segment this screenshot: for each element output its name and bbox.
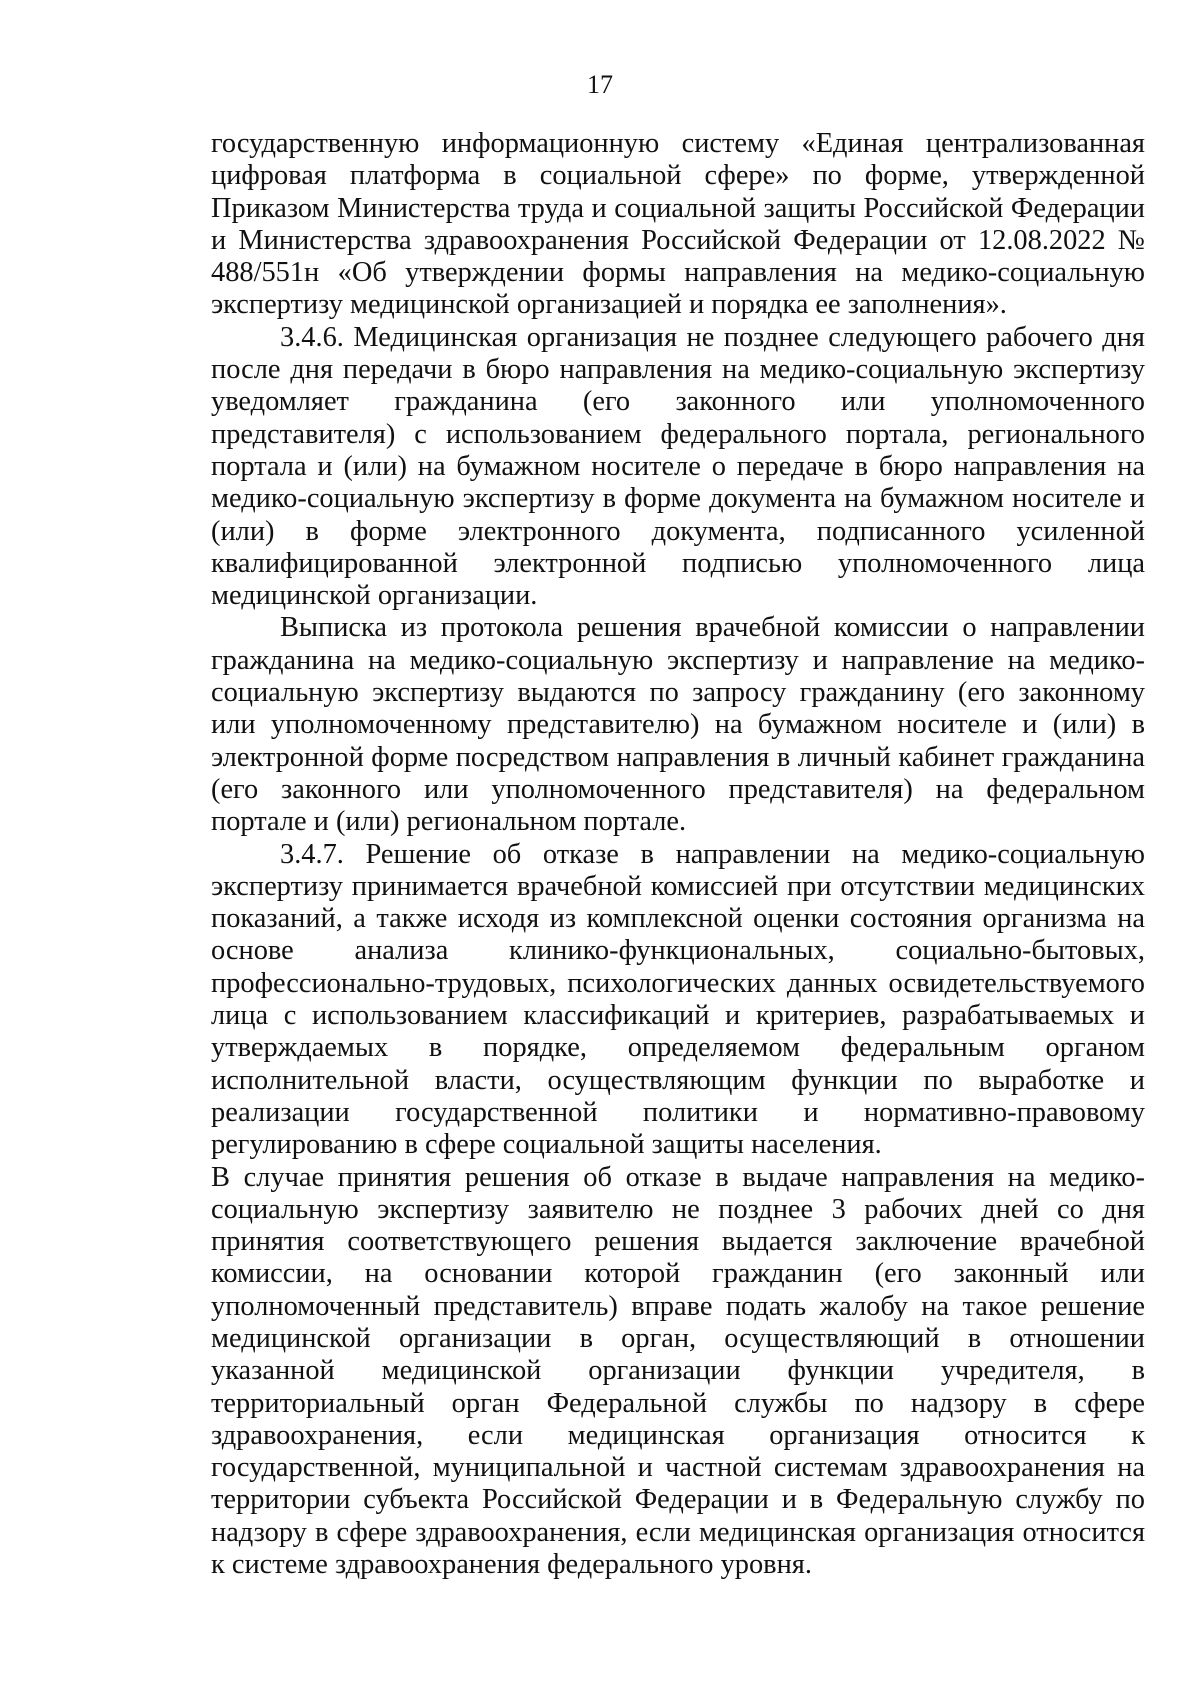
paragraph-extract: Выписка из протокола решения врачебной комиссии о направлении гражданина на медико-социальную экспертизу и направление на медико-социальную экспертизу выдаются по запросу гражданину (его законному или уполномоченному представителю) на бумажном носителе и (или) в электронной форме посредством направления в личный кабинет гражданина (его законного или уполномоченного представителя) на федеральном портале и (или) региональном портале. [211,612,1145,838]
paragraph-refusal: В случае принятия решения об отказе в выдаче направления на медико-социальную экспертизу заявителю не позднее 3 рабочих дней со дня принятия соответствующего решения выдается заключение врачебной комиссии, на основании которой гражданин (его законный или уполномоченный представитель) вправе подать жалобу на такое решение медицинской организации в орган, осуществляющий в отношении указанной медицинской организации функции учредителя, в территориальный орган Федеральной службы по надзору в сфере здравоохранения, если медицинская организация относится к государственной, муниципальной и частной системам здравоохранения на территории субъекта Российской Федерации и в Федеральную службу по надзору в сфере здравоохранения, если медицинская организация относится к системе здравоохранения федерального уровня. [211,1161,1145,1581]
paragraph-continuation: государственную информационную систему «Единая централизованная цифровая платформа в социальной сфере» по форме, утвержденной Приказом Министерства труда и социальной защиты Российской Федерации и Министерства здравоохранения Российской Федерации от 12.08.2022 № 488/551н «Об утверждении формы направления на медико-социальную экспертизу медицинской организацией и порядка ее заполнения». [211,128,1145,321]
paragraph-clause-3-4-7: 3.4.7. Решение об отказе в направлении на медико-социальную экспертизу принимается врачебной комиссией при отсутствии медицинских показаний, а также исходя из комплексной оценки состояния организма на основе анализа клинико-функциональных, социально-бытовых, профессионально-трудовых, психологических данных освидетельствуемого лица с использованием классификаций и критериев, разрабатываемых и утверждаемых в порядке, определяемом федеральным органом исполнительной власти, осуществляющим функции по выработке и реализации государственной политики и нормативно-правовому регулированию в сфере социальной защиты населения. [211,838,1145,1161]
page-number: 17 [587,70,613,99]
paragraph-clause-3-4-6: 3.4.6. Медицинская организация не позднее следующего рабочего дня после дня передачи в бюро направления на медико-социальную экспертизу уведомляет гражданина (его законного или уполномоченного представителя) с использованием федерального портала, регионального портала и (или) на бумажном носителе о передаче в бюро направления на медико-социальную экспертизу в форме документа на бумажном носителе и (или) в форме электронного документа, подписанного усиленной квалифицированной электронной подписью уполномоченного лица медицинской организации. [211,321,1145,612]
document-body [211,128,1145,1581]
